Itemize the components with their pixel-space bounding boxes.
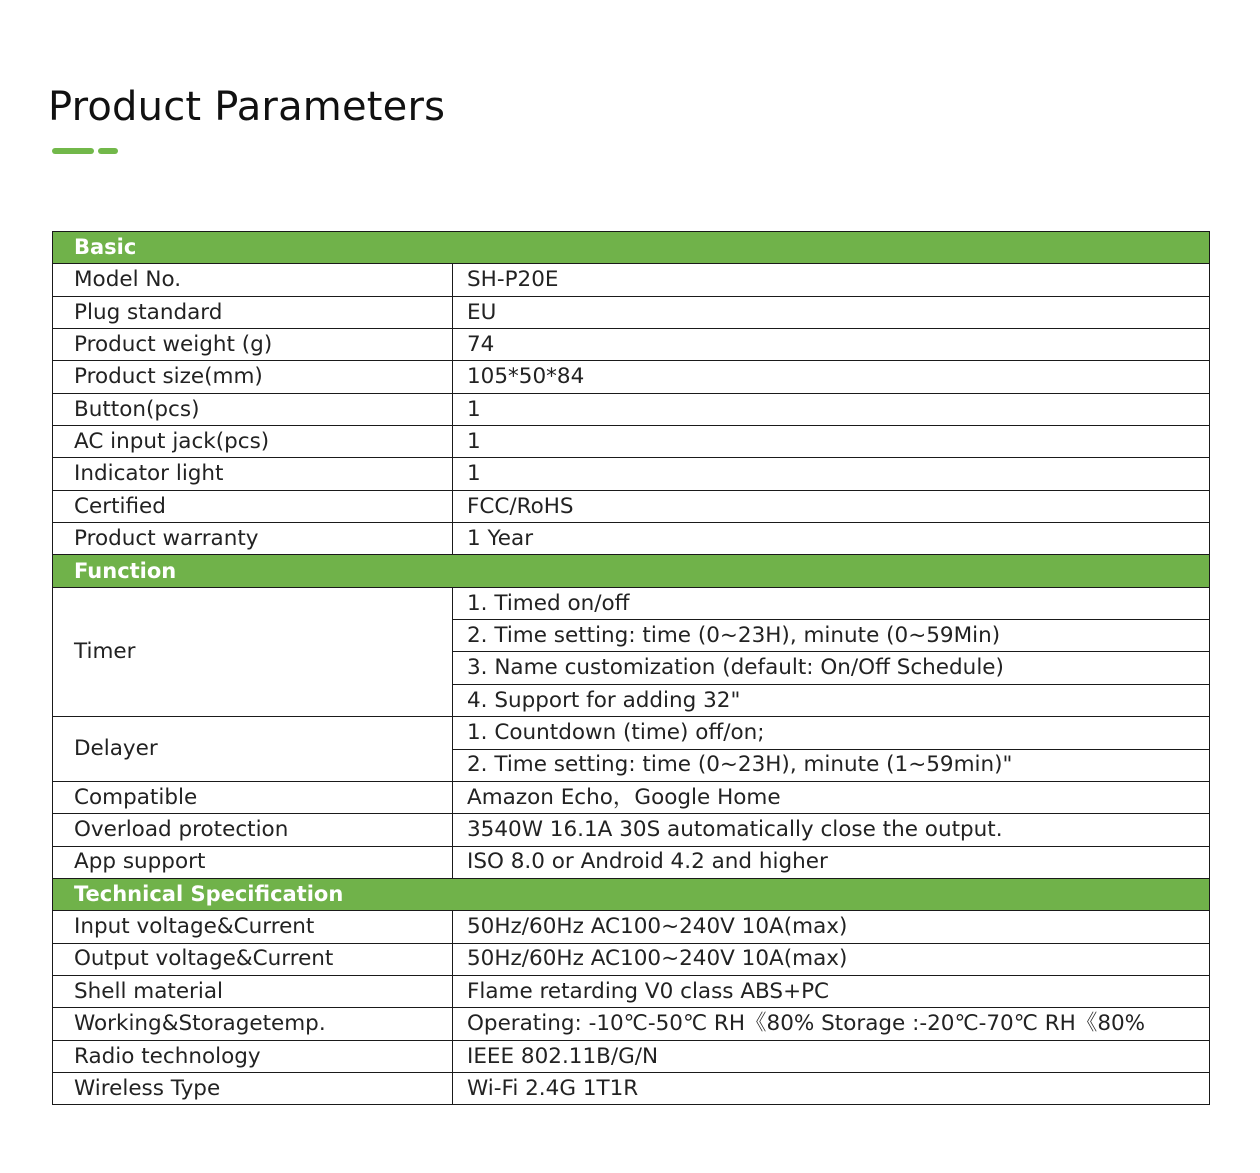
param-value: Amazon Echo，Google Home [453,781,1210,813]
param-label: Delayer [53,717,453,782]
param-label: App support [53,846,453,878]
param-label: Working&Storagetemp. [53,1008,453,1040]
table-row [53,523,1210,555]
table-row [53,587,1210,619]
param-label: Product weight (g) [53,329,453,361]
param-value: SH-P20E [453,264,1210,296]
section-title: Function [53,555,1210,587]
title-accent-bar-short [98,148,118,154]
parameters-table [52,231,1210,1105]
table-row [53,943,1210,975]
section-title: Basic [53,232,1210,264]
param-value: 1 [453,393,1210,425]
param-value: 3. Name customization (default: On/Off Schedule) [453,652,1210,684]
param-label: Compatible [53,781,453,813]
param-label: Certified [53,490,453,522]
param-value: 1. Timed on/off [453,587,1210,619]
table-row [53,814,1210,846]
table-row [53,361,1210,393]
param-value: ISO 8.0 or Android 4.2 and higher [453,846,1210,878]
table-row [53,329,1210,361]
param-value: 50Hz/60Hz AC100~240V 10A(max) [453,911,1210,943]
param-label: AC input jack(pcs) [53,426,453,458]
param-value: IEEE 802.11B/G/N [453,1040,1210,1072]
page-title: Product Parameters [48,84,446,130]
param-label: Indicator light [53,458,453,490]
param-label: Overload protection [53,814,453,846]
param-label: Button(pcs) [53,393,453,425]
table-row [53,458,1210,490]
section-header-basic [53,232,1210,264]
table-row [53,264,1210,296]
param-value: 1 [453,458,1210,490]
param-value: 74 [453,329,1210,361]
section-header-function [53,555,1210,587]
param-value: 50Hz/60Hz AC100~240V 10A(max) [453,943,1210,975]
param-value: 105*50*84 [453,361,1210,393]
param-value: Wi-Fi 2.4G 1T1R [453,1072,1210,1104]
param-label: Model No. [53,264,453,296]
table-row [53,911,1210,943]
table-row [53,426,1210,458]
table-row [53,717,1210,749]
table-row [53,846,1210,878]
param-label: Product warranty [53,523,453,555]
table-row [53,975,1210,1007]
param-value: 1 Year [453,523,1210,555]
param-value: 1. Countdown (time) off/on; [453,717,1210,749]
param-label: Shell material [53,975,453,1007]
title-accent-bar [52,148,94,154]
table-row [53,490,1210,522]
param-value: 1 [453,426,1210,458]
param-value: 3540W 16.1A 30S automatically close the output. [453,814,1210,846]
param-value: 4. Support for adding 32" [453,684,1210,716]
param-label: Input voltage&Current [53,911,453,943]
param-value: Flame retarding V0 class ABS+PC [453,975,1210,1007]
param-label: Timer [53,587,453,716]
param-value: EU [453,296,1210,328]
param-value: FCC/RoHS [453,490,1210,522]
table-row [53,1072,1210,1104]
param-value: Operating: -10℃-50℃ RH《80% Storage :-20℃-70℃ RH《80% [453,1008,1210,1040]
table-row [53,781,1210,813]
section-title: Technical Specification [53,878,1210,910]
param-value: 2. Time setting: time (0~23H), minute (1~59min)" [453,749,1210,781]
param-label: Plug standard [53,296,453,328]
param-value: 2. Time setting: time (0~23H), minute (0~59Min) [453,620,1210,652]
table-row [53,1008,1210,1040]
param-label: Output voltage&Current [53,943,453,975]
section-header-technical-specification [53,878,1210,910]
param-label: Radio technology [53,1040,453,1072]
param-label: Product size(mm) [53,361,453,393]
table-row [53,1040,1210,1072]
table-row [53,393,1210,425]
table-row [53,296,1210,328]
param-label: Wireless Type [53,1072,453,1104]
